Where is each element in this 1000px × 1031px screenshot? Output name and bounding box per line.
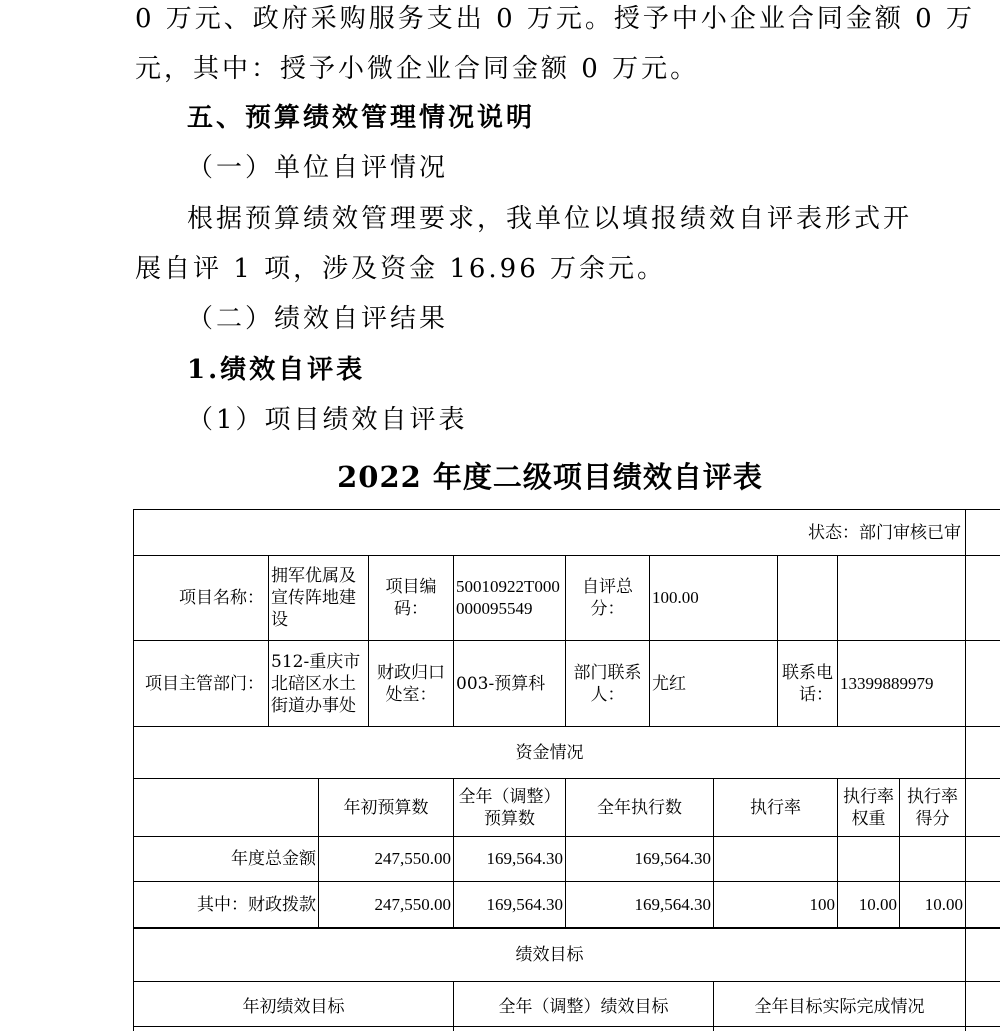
blank-cell [965, 927, 1000, 981]
value-cell [565, 881, 713, 927]
blank-cell [965, 981, 1000, 1031]
project-name-cell [268, 555, 368, 640]
goal-initial: 年初绩效目标 [242, 996, 345, 1017]
row-fiscal-label: 其中：财政拨款 [197, 894, 316, 915]
blank-cell [899, 836, 965, 881]
contact-value: 尤红 [652, 673, 686, 694]
col-rate: 执行率 [750, 797, 801, 818]
row-fiscal-rate: 100 [809, 894, 835, 914]
phone-label: 联系电话： [782, 662, 833, 705]
row-total-adjusted: 169,564.30 [486, 849, 563, 868]
performance-table [133, 509, 1000, 1031]
blank-cell [965, 555, 1000, 640]
col-executed: 全年执行数 [597, 797, 682, 818]
value-cell [713, 881, 837, 927]
column-header [453, 778, 565, 836]
row-label [133, 881, 318, 927]
column-header [837, 778, 899, 836]
col-score: 执行率得分 [907, 786, 958, 829]
self-score-label: 自评总分： [582, 577, 633, 619]
project-code-cell [453, 555, 565, 640]
column-header [565, 778, 713, 836]
value-cell [565, 836, 713, 881]
blank-cell [965, 726, 1000, 778]
project-code-label: 项目编码： [385, 577, 437, 619]
label-cell [133, 555, 268, 640]
row-total-label: 年度总金额 [231, 849, 316, 869]
goal-column [133, 981, 453, 1031]
subsection-heading: （1）项目绩效自评表 [187, 405, 468, 435]
funds-header-cell [133, 726, 965, 778]
row-fiscal-executed: 169,564.30 [634, 894, 711, 914]
paragraph-line: 元，其中：授予小微企业合同金额 0 万元。 [135, 54, 700, 84]
label-cell [565, 640, 649, 726]
blank-cell [837, 555, 965, 640]
blank-cell [837, 836, 899, 881]
goals-header: 绩效目标 [515, 945, 584, 965]
funds-header: 资金情况 [515, 742, 584, 763]
blank-cell [965, 778, 1000, 836]
status-text: 状态：部门审核已审 [808, 522, 961, 543]
blank-cell [777, 555, 837, 640]
row-total-initial: 247,550.00 [374, 849, 451, 868]
phone-cell [837, 640, 965, 726]
contact-cell [649, 640, 777, 726]
label-cell [777, 640, 837, 726]
project-code-value: 50010922T000000095549 [456, 577, 560, 618]
subsection-heading: （二）绩效自评结果 [187, 304, 449, 334]
blank-cell [133, 778, 318, 836]
value-cell [899, 881, 965, 927]
dept-cell [268, 640, 368, 726]
value-cell [453, 881, 565, 927]
value-cell [453, 836, 565, 881]
subsection-heading: 1.绩效自评表 [187, 355, 366, 385]
label-cell [133, 640, 268, 726]
dept-label: 项目主管部门： [145, 673, 264, 694]
column-header [318, 778, 453, 836]
row-label [133, 836, 318, 881]
label-cell [368, 640, 453, 726]
goals-header-cell [133, 927, 965, 981]
column-header [899, 778, 965, 836]
blank-cell [965, 640, 1000, 726]
paragraph-line: 展自评 1 项，涉及资金 16.96 万余元。 [135, 254, 667, 284]
self-score-value: 100.00 [652, 588, 699, 607]
contact-label: 部门联系人： [573, 662, 642, 705]
col-initial: 年初预算数 [343, 797, 429, 818]
column-header [713, 778, 837, 836]
goal-actual: 全年目标实际完成情况 [754, 996, 925, 1017]
self-score-cell [649, 555, 777, 640]
value-cell [318, 836, 453, 881]
finance-office-value: 003-预算科 [456, 673, 546, 694]
paragraph-line: 0 万元、政府采购服务支出 0 万元。授予中小企业合同金额 0 万 [135, 4, 975, 34]
phone-value: 13399889979 [840, 673, 934, 693]
col-adjusted: 全年（调整）预算数 [458, 786, 561, 829]
row-fiscal-weight: 10.00 [858, 894, 897, 914]
value-cell [837, 881, 899, 927]
dept-value: 512-重庆市北碚区水土街道办事处 [271, 651, 361, 716]
label-cell [368, 555, 453, 640]
section-heading: 五、预算绩效管理情况说明 [187, 103, 536, 133]
col-weight: 执行率权重 [843, 786, 894, 829]
table-bottom-border [133, 1026, 1000, 1027]
value-cell [318, 881, 453, 927]
goal-column [453, 981, 713, 1031]
blank-cell [713, 836, 837, 881]
project-name-label: 项目名称： [179, 588, 264, 608]
row-fiscal-initial: 247,550.00 [374, 894, 451, 914]
blank-cell [965, 881, 1000, 927]
status-cell [133, 509, 965, 555]
goal-column [713, 981, 965, 1031]
project-name-value: 拥军优属及宣传阵地建设 [271, 566, 356, 630]
finance-office-cell [453, 640, 565, 726]
blank-cell [965, 509, 1000, 555]
table-title: 2022 年度二级项目绩效自评表 [337, 460, 763, 494]
goal-adjusted: 全年（调整）绩效目标 [498, 996, 669, 1017]
row-fiscal-score: 10.00 [924, 894, 963, 914]
row-total-executed: 169,564.30 [634, 849, 711, 868]
paragraph-line: 根据预算绩效管理要求，我单位以填报绩效自评表形式开 [187, 204, 913, 234]
finance-office-label: 财政归口处室： [377, 662, 445, 705]
subsection-heading: （一）单位自评情况 [187, 153, 449, 183]
blank-cell [965, 836, 1000, 881]
row-fiscal-adjusted: 169,564.30 [486, 894, 563, 914]
label-cell [565, 555, 649, 640]
